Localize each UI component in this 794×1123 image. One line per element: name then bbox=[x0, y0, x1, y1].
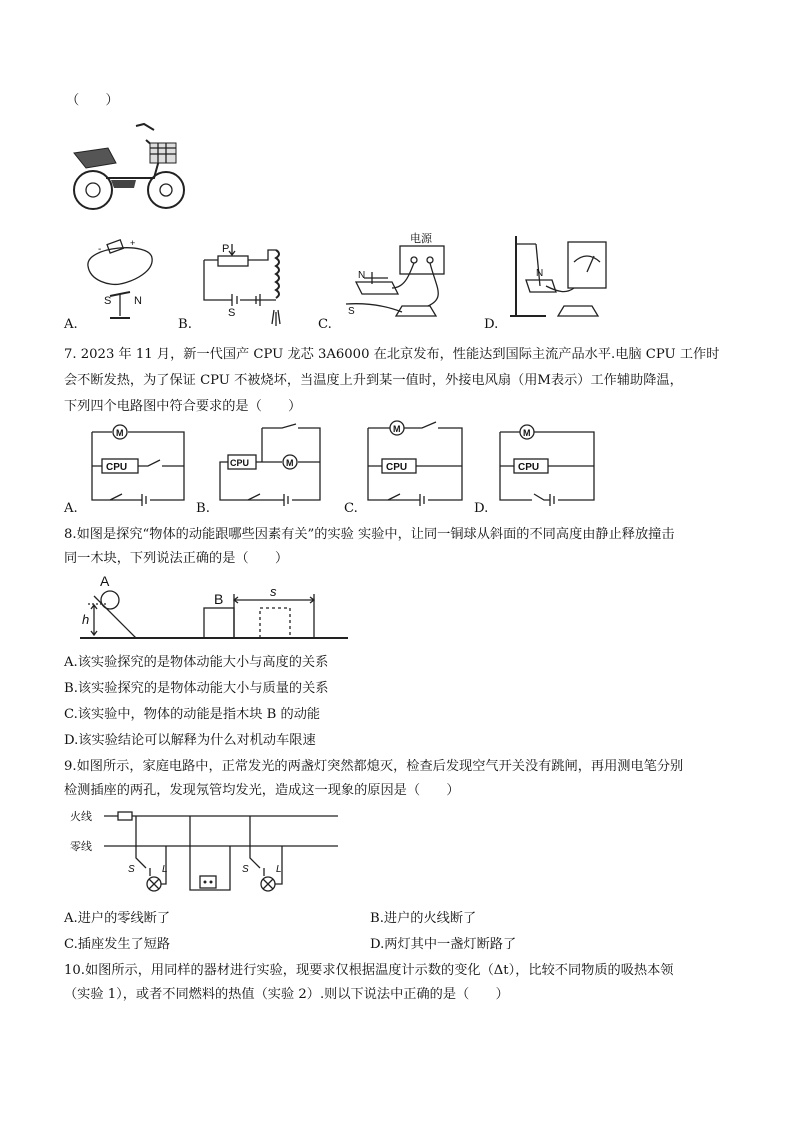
q7-circuit-c bbox=[366, 424, 466, 506]
fig-c-label-s: S bbox=[348, 306, 355, 317]
svg-text:CPU: CPU bbox=[230, 458, 250, 468]
q9-stem-line-2: 检测插座的两孔，发现氖管均发光，造成这一现象的原因是（ ） bbox=[64, 783, 460, 798]
fig-label-h: h bbox=[82, 612, 90, 627]
q6-option-c: C. bbox=[318, 317, 332, 332]
svg-text:M: M bbox=[523, 428, 531, 438]
fig-c-label-n: N bbox=[358, 270, 366, 281]
q7-option-a: A. bbox=[64, 501, 78, 516]
q8-choice-a: A.该实验探究的是物体动能大小与高度的关系 bbox=[64, 655, 329, 670]
electric-scooter-image bbox=[66, 118, 191, 213]
fig-a-label-s: S bbox=[104, 295, 112, 307]
q9-choice-b: B.进户的火线断了 bbox=[370, 911, 477, 926]
q9-stem-line-1: 9.如图所示，家庭电路中，正常发光的两盏灯突然都熄灭，检查后发现空气开关没有跳闸，再用测电笔分别 bbox=[64, 759, 684, 774]
fig-label-a: A bbox=[100, 573, 110, 589]
q7-option-b: B. bbox=[196, 501, 210, 516]
q7-option-c: C. bbox=[344, 501, 358, 516]
fig-b-label-p: P bbox=[222, 243, 230, 255]
q6-option-b: B. bbox=[178, 317, 192, 332]
q9-household-circuit bbox=[70, 806, 342, 900]
svg-text:CPU: CPU bbox=[386, 462, 408, 473]
fig-d-label-n: N bbox=[536, 268, 544, 279]
q7-circuit-d bbox=[498, 424, 598, 506]
q6-figure-c-motor bbox=[336, 232, 476, 328]
q7-circuit-a bbox=[88, 424, 188, 506]
svg-text:L: L bbox=[276, 864, 282, 875]
fig-label-b: B bbox=[214, 591, 224, 607]
q7-stem-line-2: 会不断发热，为了保证 CPU 不被烧坏，当温度上升到某一值时，外接电风扇（用M表示）工作辅助降温， bbox=[64, 373, 683, 388]
fig-c-label-power: 电源 bbox=[410, 233, 432, 245]
svg-text:L: L bbox=[162, 864, 168, 875]
q8-choice-d: D.该实验结论可以解释为什么对机动车限速 bbox=[64, 733, 316, 748]
q7-option-d: D. bbox=[474, 501, 489, 516]
q6-answer-bracket: （ ） bbox=[66, 93, 119, 108]
fig-b-label-s: S bbox=[228, 307, 236, 319]
q8-incline-block-figure bbox=[80, 574, 350, 646]
q9-choice-d: D.两灯其中一盏灯断路了 bbox=[370, 937, 517, 952]
q10-stem-line-1: 10.如图所示，用同样的器材进行实验，现要求仅根据温度计示数的变化（Δt），比较不同物质的吸热本领 bbox=[64, 963, 674, 978]
q6-figure-d-induction bbox=[506, 232, 612, 328]
label-live-wire: 火线 bbox=[70, 811, 92, 823]
q10-stem-line-2: （实验 1），或者不同燃料的热值（实验 2）.则以下说法中正确的是（ ） bbox=[64, 987, 509, 1002]
svg-text:CPU: CPU bbox=[106, 462, 128, 473]
q8-stem-line-1: 8.如图是探究“物体的动能跟哪些因素有关”的实验 实验中，让同一铜球从斜面的不同高度由静止释放撞击 bbox=[64, 527, 675, 542]
svg-text:S: S bbox=[128, 864, 135, 875]
q6-option-a: A. bbox=[64, 317, 78, 332]
svg-text:M: M bbox=[393, 424, 401, 434]
svg-text:-: - bbox=[98, 244, 102, 255]
q7-stem-line-1: 7. 2023 年 11 月，新一代国产 CPU 龙芯 3A6000 在北京发布，性能达到国际主流产品水平.电脑 CPU 工作时 bbox=[64, 347, 720, 362]
svg-text:M: M bbox=[286, 458, 294, 468]
q6-figure-b-electromagnet bbox=[196, 240, 296, 330]
svg-text:M: M bbox=[116, 428, 124, 438]
q9-choice-a: A.进户的零线断了 bbox=[64, 911, 171, 926]
fig-a-label-n: N bbox=[134, 295, 142, 307]
label-neutral-wire: 零线 bbox=[70, 841, 92, 853]
q8-choice-c: C.该实验中，物体的动能是指木块 B 的动能 bbox=[64, 707, 321, 722]
svg-text:S: S bbox=[242, 864, 249, 875]
q8-choice-b: B.该实验探究的是物体动能大小与质量的关系 bbox=[64, 681, 329, 696]
svg-text:+: + bbox=[130, 238, 136, 248]
q6-figure-a-oersted bbox=[80, 236, 160, 326]
q8-stem-line-2: 同一木块，下列说法正确的是（ ） bbox=[64, 551, 289, 566]
fig-label-s: s bbox=[270, 584, 277, 599]
q7-circuit-b bbox=[218, 424, 324, 506]
svg-text:CPU: CPU bbox=[518, 462, 540, 473]
q6-option-d: D. bbox=[484, 317, 499, 332]
q7-stem-line-3: 下列四个电路图中符合要求的是（ ） bbox=[64, 399, 302, 414]
q9-choice-c: C.插座发生了短路 bbox=[64, 937, 171, 952]
